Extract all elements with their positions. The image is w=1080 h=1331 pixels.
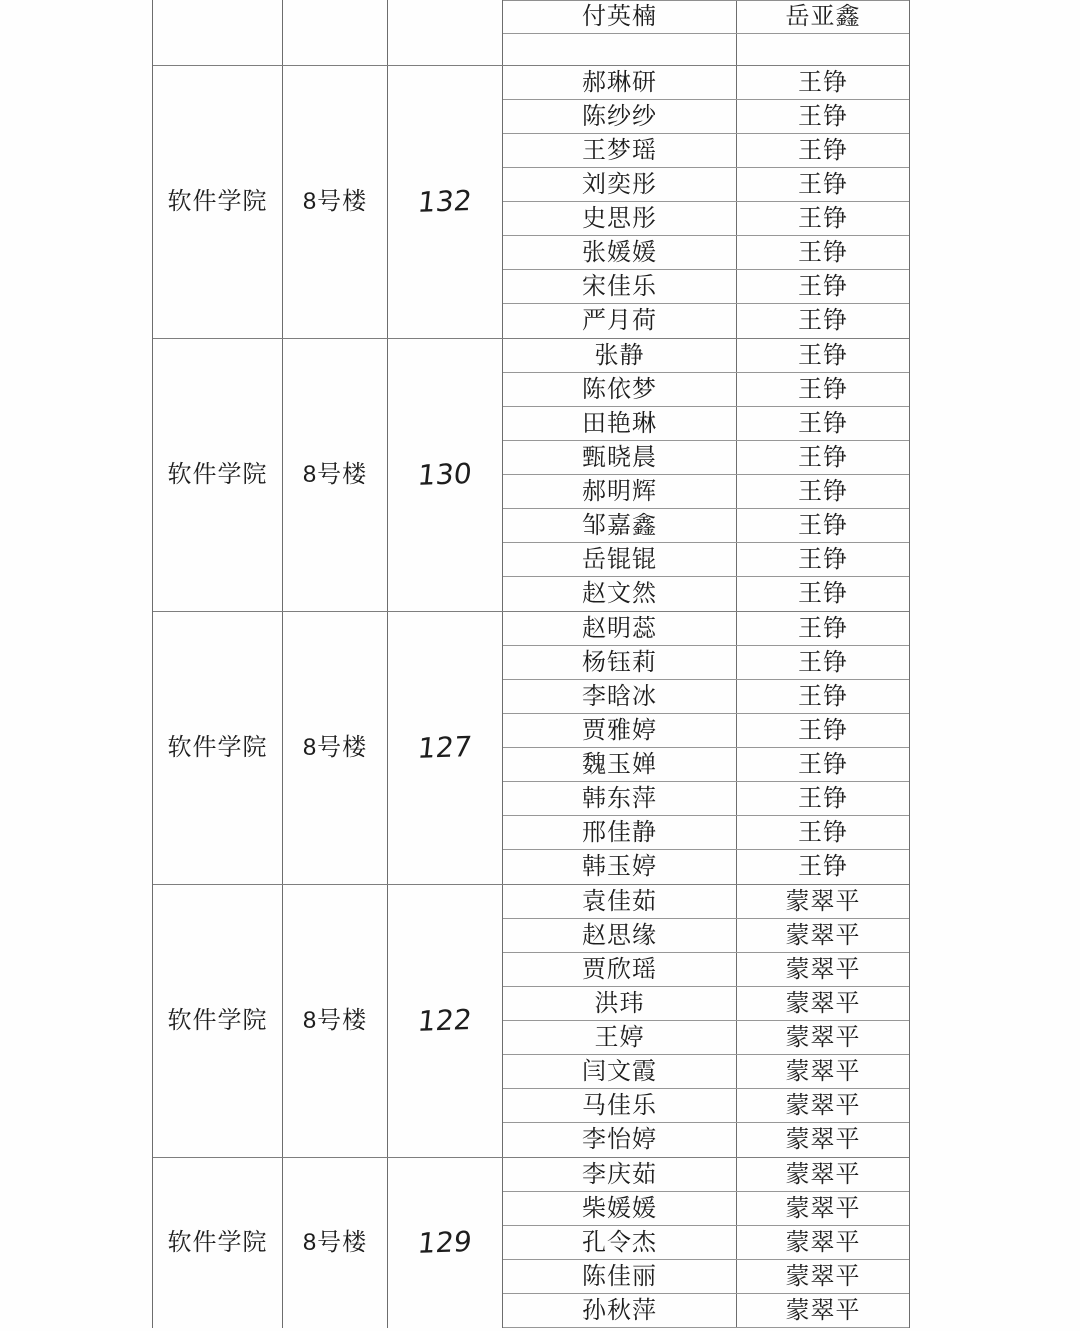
room-cell (388, 0, 503, 65)
student-name: 韩玉婷 (582, 853, 657, 880)
room-cell (388, 612, 503, 884)
counselor-name: 王铮 (798, 272, 848, 300)
counselor-name-cell (737, 66, 909, 99)
student-name: 甄晓晨 (582, 443, 657, 471)
counselor-name-cell (737, 1021, 909, 1054)
counselor-name: 蒙翠平 (785, 1091, 861, 1119)
member-row (503, 339, 909, 373)
student-name-cell (503, 339, 737, 372)
counselor-name-cell (737, 1294, 909, 1327)
counselor-name-cell (737, 339, 909, 372)
counselor-name-cell (737, 850, 909, 884)
student-name-cell (503, 850, 737, 884)
building-cell (283, 612, 388, 884)
room-label: 127 (416, 730, 474, 765)
member-row (503, 0, 909, 34)
counselor-name-cell (737, 202, 909, 235)
counselor-name-cell (737, 475, 909, 508)
member-row (503, 1158, 909, 1192)
student-name: 闫文霞 (582, 1057, 657, 1085)
counselor-name-cell (737, 1192, 909, 1225)
counselor-name-cell (737, 270, 909, 303)
members-column (503, 612, 909, 884)
room-cell (388, 66, 503, 338)
student-name-cell (503, 34, 737, 65)
room-group (153, 338, 909, 611)
counselor-name: 王铮 (798, 341, 848, 369)
student-name: 韩东萍 (582, 784, 657, 812)
counselor-name-cell (737, 612, 909, 645)
student-name: 赵思缘 (582, 921, 657, 949)
member-row (503, 134, 909, 168)
student-name-cell (503, 1158, 737, 1191)
student-name-cell (503, 304, 737, 338)
student-name: 郝明辉 (582, 477, 657, 505)
college-cell (153, 0, 283, 65)
member-row (503, 34, 909, 65)
student-name-cell (503, 1055, 737, 1088)
counselor-name-cell (737, 1089, 909, 1122)
member-row (503, 850, 909, 884)
student-name-cell (503, 441, 737, 474)
student-name: 李庆茹 (582, 1160, 657, 1188)
member-row (503, 748, 909, 782)
counselor-name: 蒙翠平 (785, 1126, 861, 1153)
counselor-name-cell (737, 953, 909, 986)
student-name-cell (503, 1123, 737, 1157)
room-label: 132 (416, 184, 474, 219)
student-name-cell (503, 509, 737, 542)
counselor-name-cell (737, 1055, 909, 1088)
student-name: 陈纱纱 (582, 102, 657, 130)
members-column (503, 1158, 909, 1328)
counselor-name: 王铮 (798, 136, 848, 164)
member-row (503, 1089, 909, 1123)
room-group (153, 65, 909, 338)
college-cell (153, 339, 283, 611)
member-row (503, 373, 909, 407)
room-cell (388, 1158, 503, 1328)
member-row (503, 1294, 909, 1328)
counselor-name: 蒙翠平 (785, 1228, 861, 1256)
counselor-name-cell (737, 919, 909, 952)
student-name: 马佳乐 (582, 1091, 657, 1119)
counselor-name: 王铮 (798, 375, 848, 403)
members-column (503, 0, 909, 65)
room-label: 130 (416, 457, 474, 492)
counselor-name-cell (737, 304, 909, 338)
college-cell (153, 885, 283, 1157)
counselor-name-cell (737, 1158, 909, 1191)
member-row (503, 953, 909, 987)
counselor-name: 王铮 (798, 818, 848, 846)
member-row (503, 168, 909, 202)
counselor-name: 王铮 (798, 614, 848, 642)
counselor-name-cell (737, 646, 909, 679)
counselor-name: 王铮 (798, 68, 848, 96)
building-cell (283, 339, 388, 611)
member-row (503, 1226, 909, 1260)
room-label: 122 (416, 1003, 474, 1038)
member-row (503, 577, 909, 611)
student-name-cell (503, 373, 737, 406)
student-name-cell (503, 680, 737, 713)
counselor-name-cell (737, 34, 909, 65)
student-name: 郝琳研 (582, 68, 657, 96)
member-row (503, 100, 909, 134)
student-name: 袁佳茹 (582, 887, 657, 915)
member-row (503, 236, 909, 270)
room-cell (388, 885, 503, 1157)
building-label: 8号楼 (302, 188, 368, 215)
member-row (503, 885, 909, 919)
student-name: 杨钰莉 (582, 648, 657, 676)
counselor-name: 蒙翠平 (785, 1160, 861, 1188)
building-cell (283, 885, 388, 1157)
counselor-name: 王铮 (798, 204, 848, 232)
student-name-cell (503, 782, 737, 815)
room-group (153, 1157, 909, 1328)
members-column (503, 339, 909, 611)
student-name-cell (503, 270, 737, 303)
student-name-cell (503, 1192, 737, 1225)
student-name-cell (503, 1, 737, 33)
counselor-name-cell (737, 1123, 909, 1157)
student-name: 孔令杰 (582, 1228, 657, 1256)
student-name-cell (503, 646, 737, 679)
counselor-name-cell (737, 168, 909, 201)
counselor-name: 王铮 (798, 102, 848, 130)
member-row (503, 987, 909, 1021)
student-name: 田艳琳 (582, 409, 657, 437)
student-name-cell (503, 1226, 737, 1259)
student-name-cell (503, 714, 737, 747)
student-name: 陈依梦 (582, 375, 657, 403)
counselor-name: 王铮 (798, 409, 848, 437)
counselor-name-cell (737, 987, 909, 1020)
student-name: 陈佳丽 (582, 1262, 657, 1290)
counselor-name: 王铮 (798, 682, 848, 710)
counselor-name: 王铮 (798, 750, 848, 778)
counselor-name: 王铮 (798, 580, 848, 607)
student-name: 赵文然 (582, 580, 657, 607)
member-row (503, 1055, 909, 1089)
student-name: 史思彤 (582, 204, 657, 232)
members-column (503, 885, 909, 1157)
counselor-name-cell (737, 714, 909, 747)
counselor-name: 蒙翠平 (785, 1296, 861, 1324)
building-label: 8号楼 (302, 1007, 368, 1034)
counselor-name-cell (737, 1226, 909, 1259)
student-name-cell (503, 1021, 737, 1054)
student-name-cell (503, 543, 737, 576)
student-name-cell (503, 66, 737, 99)
counselor-name: 蒙翠平 (785, 1057, 861, 1085)
building-label: 8号楼 (302, 1229, 368, 1256)
counselor-name: 蒙翠平 (785, 1023, 861, 1051)
student-name: 王梦瑶 (582, 136, 657, 164)
member-row (503, 407, 909, 441)
member-row (503, 782, 909, 816)
student-name: 刘奕彤 (582, 170, 657, 198)
member-row (503, 1021, 909, 1055)
member-row (503, 1123, 909, 1157)
member-row (503, 304, 909, 338)
member-row (503, 270, 909, 304)
counselor-name: 王铮 (798, 170, 848, 198)
member-row (503, 919, 909, 953)
building-cell (283, 0, 388, 65)
student-name: 李晗冰 (582, 682, 657, 710)
student-name-cell (503, 919, 737, 952)
college-cell (153, 1158, 283, 1328)
counselor-name-cell (737, 577, 909, 611)
student-name: 张静 (594, 341, 645, 369)
student-name-cell (503, 816, 737, 849)
counselor-name-cell (737, 1260, 909, 1293)
building-cell (283, 66, 388, 338)
student-name-cell (503, 953, 737, 986)
counselor-name: 蒙翠平 (785, 921, 861, 949)
student-name-cell (503, 987, 737, 1020)
member-row (503, 543, 909, 577)
college-label: 软件学院 (167, 734, 268, 761)
student-name: 贾欣瑶 (582, 955, 657, 983)
counselor-name: 王铮 (798, 477, 848, 505)
room-group-partial (153, 0, 909, 65)
student-name: 李怡婷 (582, 1126, 657, 1153)
member-row (503, 509, 909, 543)
member-row (503, 646, 909, 680)
room-label: 129 (416, 1225, 474, 1260)
student-name: 赵明蕊 (582, 614, 657, 642)
building-label: 8号楼 (302, 734, 368, 761)
member-row (503, 441, 909, 475)
counselor-name: 王铮 (798, 238, 848, 266)
counselor-name-cell (737, 509, 909, 542)
student-name: 宋佳乐 (582, 272, 657, 300)
members-column (503, 66, 909, 338)
counselor-name: 王铮 (798, 511, 848, 539)
student-name-cell (503, 885, 737, 918)
counselor-name-cell (737, 680, 909, 713)
student-name: 洪玮 (594, 989, 645, 1017)
counselor-name: 蒙翠平 (785, 1262, 861, 1290)
member-row (503, 816, 909, 850)
student-name: 王婷 (594, 1023, 645, 1051)
student-name-cell (503, 1089, 737, 1122)
counselor-name: 王铮 (798, 545, 848, 573)
student-name: 付英楠 (582, 3, 657, 30)
counselor-name: 王铮 (798, 784, 848, 812)
student-name: 魏玉婵 (582, 750, 657, 778)
member-row (503, 680, 909, 714)
student-name-cell (503, 1294, 737, 1327)
member-row (503, 202, 909, 236)
student-name-cell (503, 475, 737, 508)
counselor-name: 王铮 (798, 307, 848, 334)
student-name: 邢佳静 (582, 818, 657, 846)
counselor-name: 王铮 (798, 443, 848, 471)
counselor-name-cell (737, 816, 909, 849)
student-name-cell (503, 612, 737, 645)
counselor-name-cell (737, 373, 909, 406)
room-group (153, 884, 909, 1157)
counselor-name: 蒙翠平 (785, 989, 861, 1017)
counselor-name: 王铮 (798, 716, 848, 744)
student-name: 岳锟锟 (582, 545, 657, 573)
college-cell (153, 612, 283, 884)
student-name: 孙秋萍 (582, 1296, 657, 1324)
student-name: 张媛媛 (582, 238, 657, 266)
counselor-name-cell (737, 134, 909, 167)
dorm-assignment-table (152, 0, 910, 1328)
counselor-name: 蒙翠平 (785, 955, 861, 983)
counselor-name: 蒙翠平 (785, 887, 861, 915)
student-name: 贾雅婷 (582, 716, 657, 744)
member-row (503, 1260, 909, 1294)
college-label: 软件学院 (167, 461, 268, 488)
member-row (503, 475, 909, 509)
counselor-name-cell (737, 543, 909, 576)
student-name-cell (503, 1260, 737, 1293)
member-row (503, 1192, 909, 1226)
student-name-cell (503, 100, 737, 133)
counselor-name: 王铮 (798, 853, 848, 880)
student-name: 严月荷 (582, 307, 657, 334)
student-name: 柴媛媛 (582, 1194, 657, 1222)
student-name-cell (503, 748, 737, 781)
building-label: 8号楼 (302, 461, 368, 488)
counselor-name: 岳亚鑫 (785, 3, 861, 30)
counselor-name: 蒙翠平 (785, 1194, 861, 1222)
college-cell (153, 66, 283, 338)
member-row (503, 612, 909, 646)
counselor-name: 王铮 (798, 648, 848, 676)
student-name-cell (503, 202, 737, 235)
college-label: 软件学院 (167, 188, 268, 215)
student-name-cell (503, 577, 737, 611)
counselor-name-cell (737, 407, 909, 440)
counselor-name-cell (737, 100, 909, 133)
college-label: 软件学院 (167, 1229, 268, 1256)
college-label: 软件学院 (167, 1007, 268, 1034)
room-group (153, 611, 909, 884)
member-row (503, 714, 909, 748)
counselor-name-cell (737, 885, 909, 918)
building-cell (283, 1158, 388, 1328)
counselor-name-cell (737, 748, 909, 781)
counselor-name-cell (737, 236, 909, 269)
student-name-cell (503, 168, 737, 201)
counselor-name-cell (737, 441, 909, 474)
counselor-name-cell (737, 782, 909, 815)
student-name-cell (503, 134, 737, 167)
student-name: 邹嘉鑫 (582, 511, 657, 539)
counselor-name-cell (737, 1, 909, 33)
student-name-cell (503, 407, 737, 440)
member-row (503, 66, 909, 100)
student-name-cell (503, 236, 737, 269)
room-cell (388, 339, 503, 611)
